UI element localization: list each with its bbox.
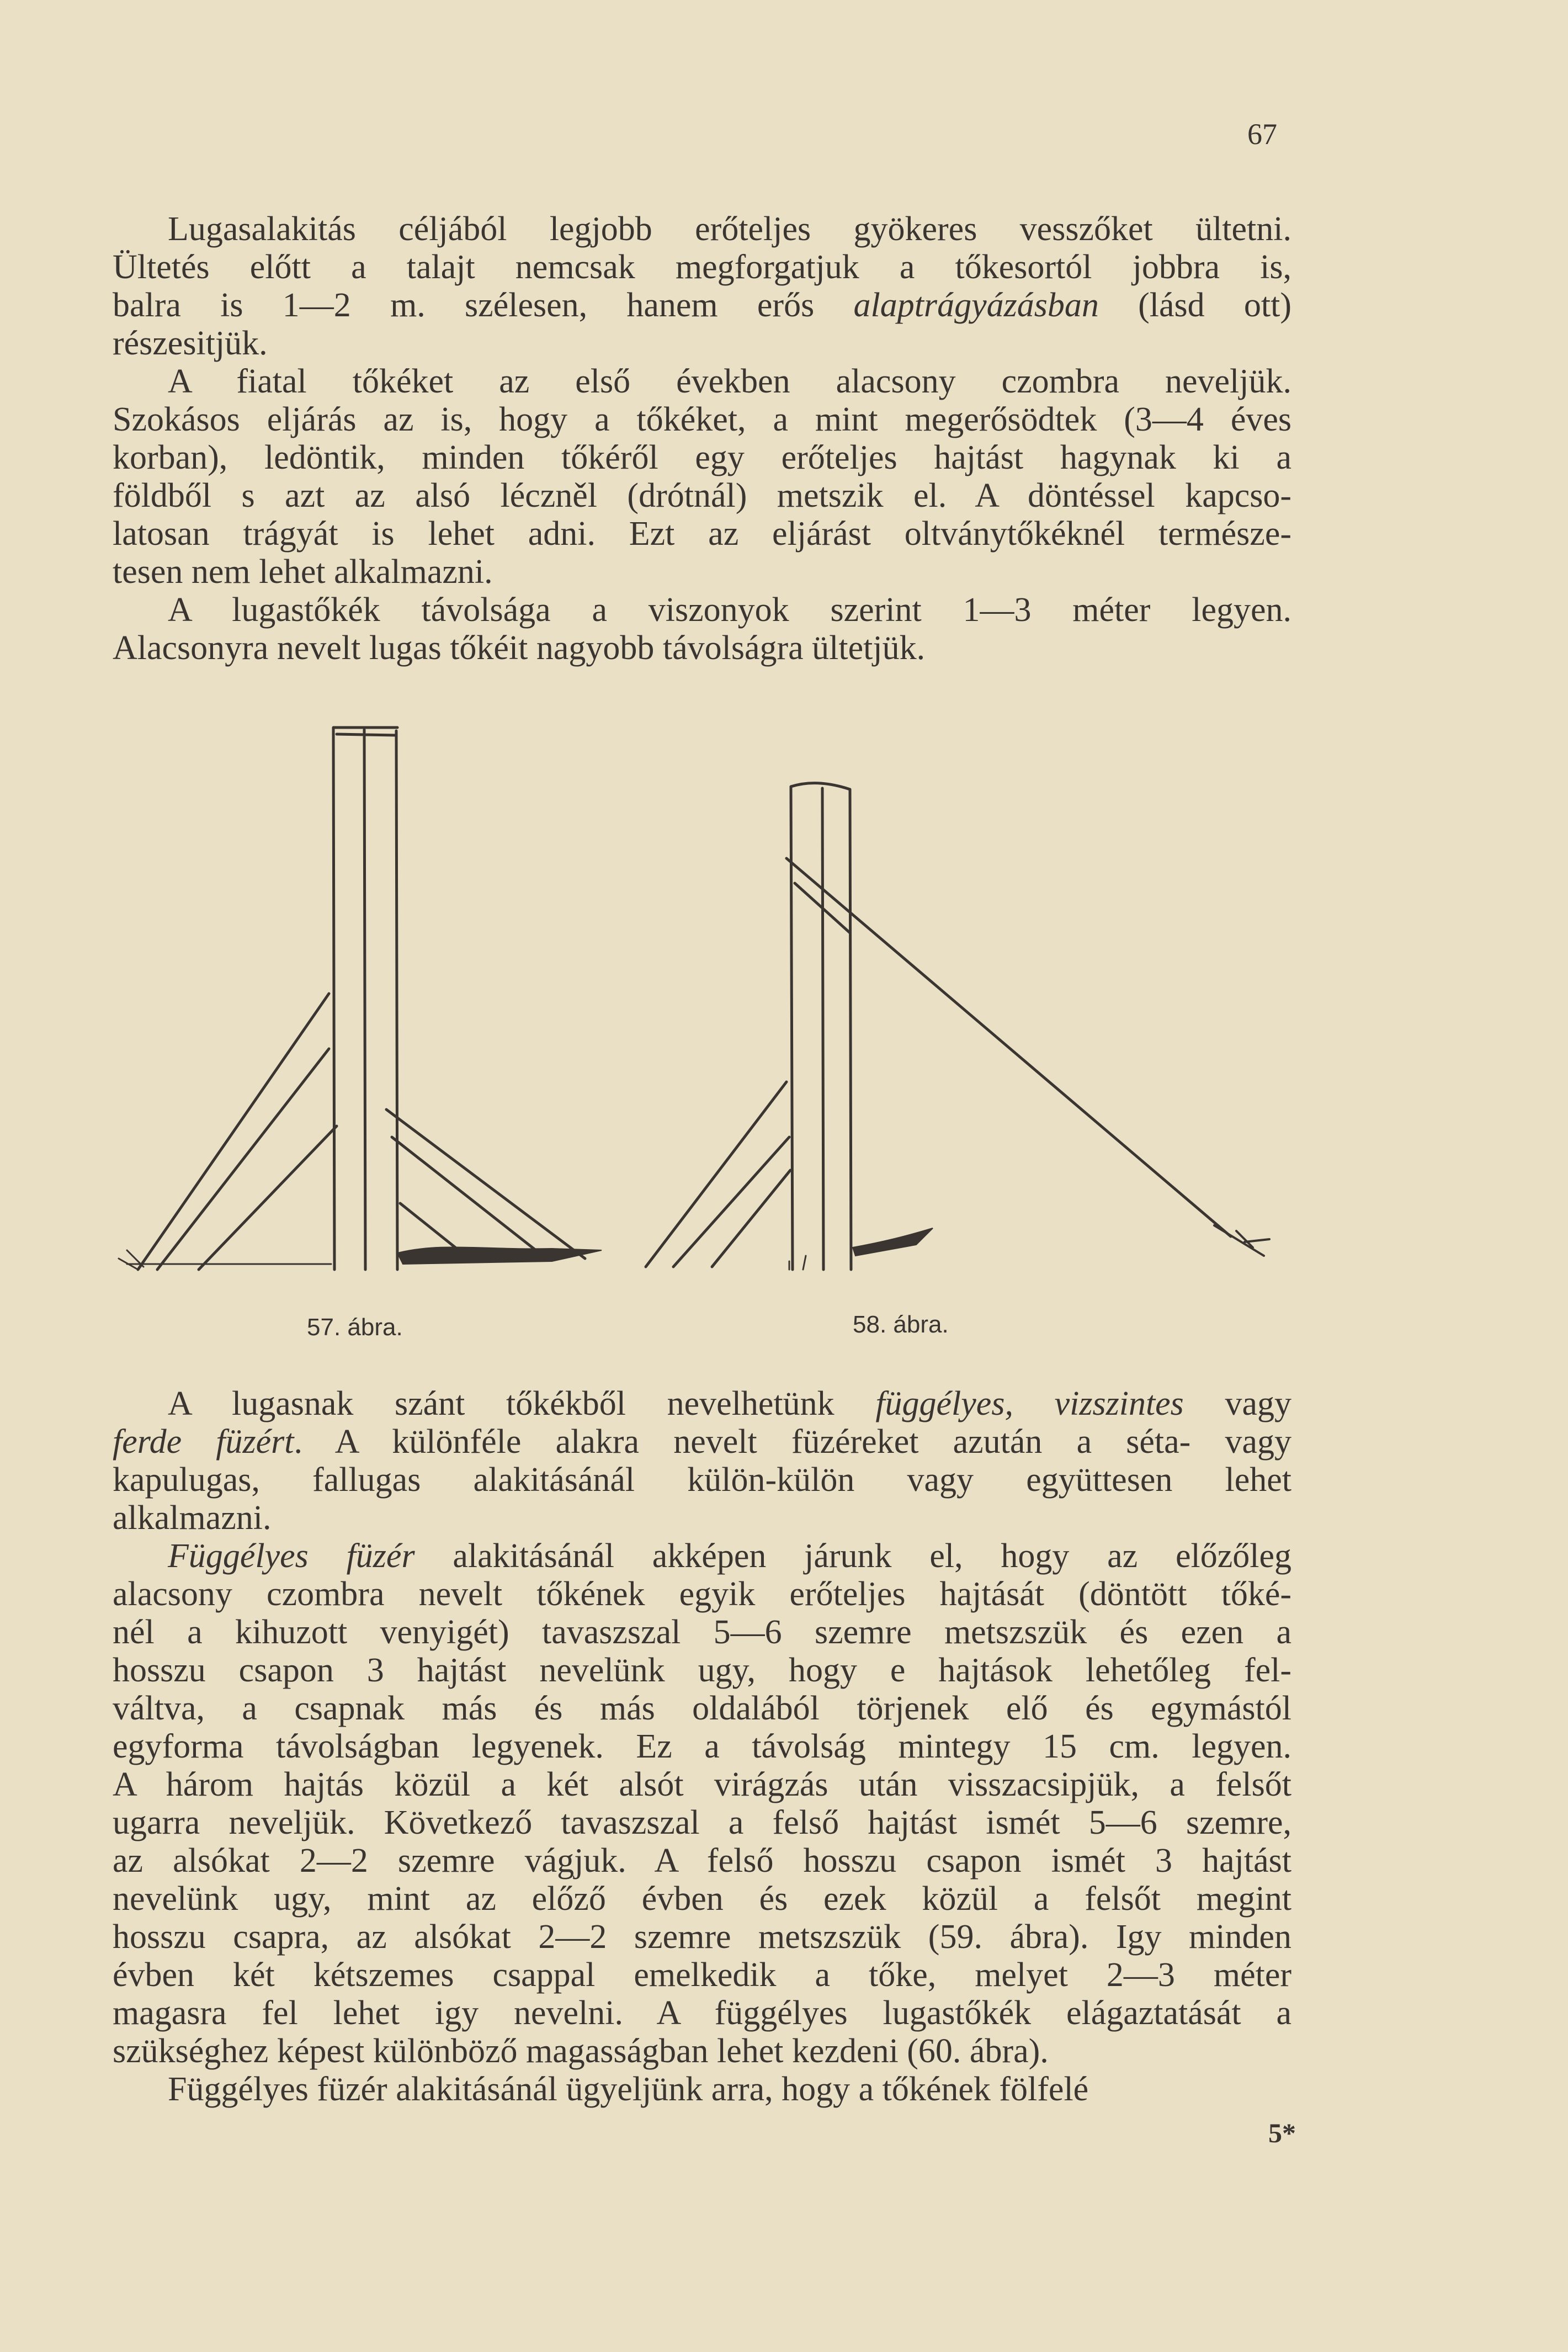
text-segment: alakitásánál akképen járunk el, hogy az előzőleg [414, 1537, 1291, 1575]
figure-58-post-illustration [646, 783, 1269, 1270]
text-line [113, 1652, 1291, 1690]
text-segment: évben két kétszemes csappal emelkedik a tőke, melyet 2—3 méter [113, 1956, 1291, 1994]
figure-58-caption: 58. ábra. [853, 1311, 949, 1338]
italic-term: Függélyes füzér [168, 1537, 415, 1575]
text-segment: ugarra neveljük. Következő tavaszszal a felső hajtást ismét 5—6 szemre, [113, 1804, 1291, 1841]
text-line [113, 1575, 1291, 1613]
figure-57-caption: 57. ábra. [307, 1314, 403, 1341]
text-line [113, 1613, 1291, 1652]
text-line [113, 1461, 1291, 1499]
text-line [113, 1804, 1291, 1842]
text-segment: vagy [1183, 1385, 1291, 1422]
text-segment: latosan trágyát is lehet adni. Ezt az eljárást oltványtőkéknél természe- [113, 515, 1291, 553]
page-number: 67 [1247, 118, 1277, 151]
text-line [113, 1537, 1291, 1575]
text-segment: hosszu csapon 3 hajtást nevelünk ugy, hogy e hajtások lehetőleg fel- [113, 1652, 1291, 1689]
text-line [113, 1499, 1291, 1537]
text-segment: A fiatal tőkéket az első években alacsony czombra neveljük. [168, 363, 1291, 400]
italic-term: függélyes, vizszintes [875, 1385, 1184, 1422]
paragraph [113, 2070, 1291, 2109]
text-segment: nél a kihuzott venyigét) tavaszszal 5—6 szemre metszszük és ezen a [113, 1613, 1291, 1651]
text-line [113, 1994, 1291, 2032]
text-segment: földből s azt az alsó léczněl (drótnál) metszik el. A döntéssel kapcso- [113, 477, 1291, 514]
paragraph [113, 1385, 1291, 1537]
text-segment: alkalmazni. [113, 1499, 272, 1537]
text-segment: magasra fel lehet igy nevelni. A függélyes lugastőkék elágaztatását a [113, 1994, 1291, 2032]
text-segment: (lásd ott) [1098, 286, 1291, 324]
text-block-bottom [113, 1385, 1291, 2109]
text-line [113, 1918, 1291, 1956]
text-line [113, 2070, 1291, 2109]
text-segment: A lugastőkék távolsága a viszonyok szerint 1—3 méter legyen. [168, 591, 1291, 629]
text-segment: alacsony czombra nevelt tőkének egyik erőteljes hajtását (döntött tőké- [113, 1575, 1291, 1613]
text-line [113, 1385, 1291, 1423]
paragraph [113, 1537, 1291, 2070]
text-segment: . A különféle alakra nevelt füzéreket azután a séta- vagy [294, 1423, 1291, 1461]
text-segment: az alsókat 2—2 szemre vágjuk. A felső hosszu csapon ismét 3 hajtást [113, 1842, 1291, 1880]
text-line [113, 1690, 1291, 1728]
text-segment: szükséghez képest különböző magasságban lehet kezdeni (60. ábra). [113, 2032, 1049, 2070]
text-segment: Szokásos eljárás az is, hogy a tőkéket, a mint megerősödtek (3—4 éves [113, 401, 1291, 438]
text-segment: egyforma távolságban legyenek. Ez a távolság mintegy 15 cm. legyen. [113, 1728, 1291, 1765]
text-line [113, 2032, 1291, 2070]
text-segment: tesen nem lehet alkalmazni. [113, 553, 493, 591]
text-line [113, 1766, 1291, 1804]
text-segment: balra is 1—2 m. szélesen, hanem erős [113, 286, 854, 324]
text-segment: Alacsonyra nevelt lugas tőkéit nagyobb távolságra ültetjük. [113, 629, 926, 667]
italic-term: ferde füzért [113, 1423, 294, 1461]
text-line [113, 1880, 1291, 1918]
text-segment: kapulugas, fallugas alakitásánál külön-külön vagy együttesen lehet [113, 1461, 1291, 1499]
text-segment: váltva, a csapnak más és más oldalából törjenek elő és egymástól [113, 1690, 1291, 1727]
signature-mark: 5* [1268, 2117, 1296, 2148]
text-segment: Lugasalakitás céljából legjobb erőteljes gyökeres vesszőket ültetni. [168, 210, 1291, 248]
text-line [113, 1728, 1291, 1766]
text-segment: korban), ledöntik, minden tőkéről egy erőteljes hajtást hagynak ki a [113, 439, 1291, 476]
text-segment: A lugasnak szánt tőkékből nevelhetünk [168, 1385, 876, 1422]
text-segment: Függélyes füzér alakitásánál ügyeljünk arra, hogy a tőkének fölfelé [168, 2070, 1089, 2108]
text-line [113, 1423, 1291, 1461]
text-line [113, 1842, 1291, 1880]
text-segment: hosszu csapra, az alsókat 2—2 szemre metszszük (59. ábra). Igy minden [113, 1918, 1291, 1956]
text-segment: részesitjük. [113, 325, 268, 362]
text-segment: nevelünk ugy, mint az előző évben és ezek közül a felsőt megint [113, 1880, 1291, 1918]
italic-term: alaptrágyázásban [853, 286, 1099, 324]
text-segment: Ültetés előtt a talajt nemcsak megforgatjuk a tőkesortól jobbra is, [113, 248, 1291, 286]
text-line [113, 1956, 1291, 1994]
text-segment: A három hajtás közül a két alsót virágzás után visszacsipjük, a felsőt [113, 1766, 1291, 1803]
figure-57-post-illustration [119, 728, 602, 1270]
